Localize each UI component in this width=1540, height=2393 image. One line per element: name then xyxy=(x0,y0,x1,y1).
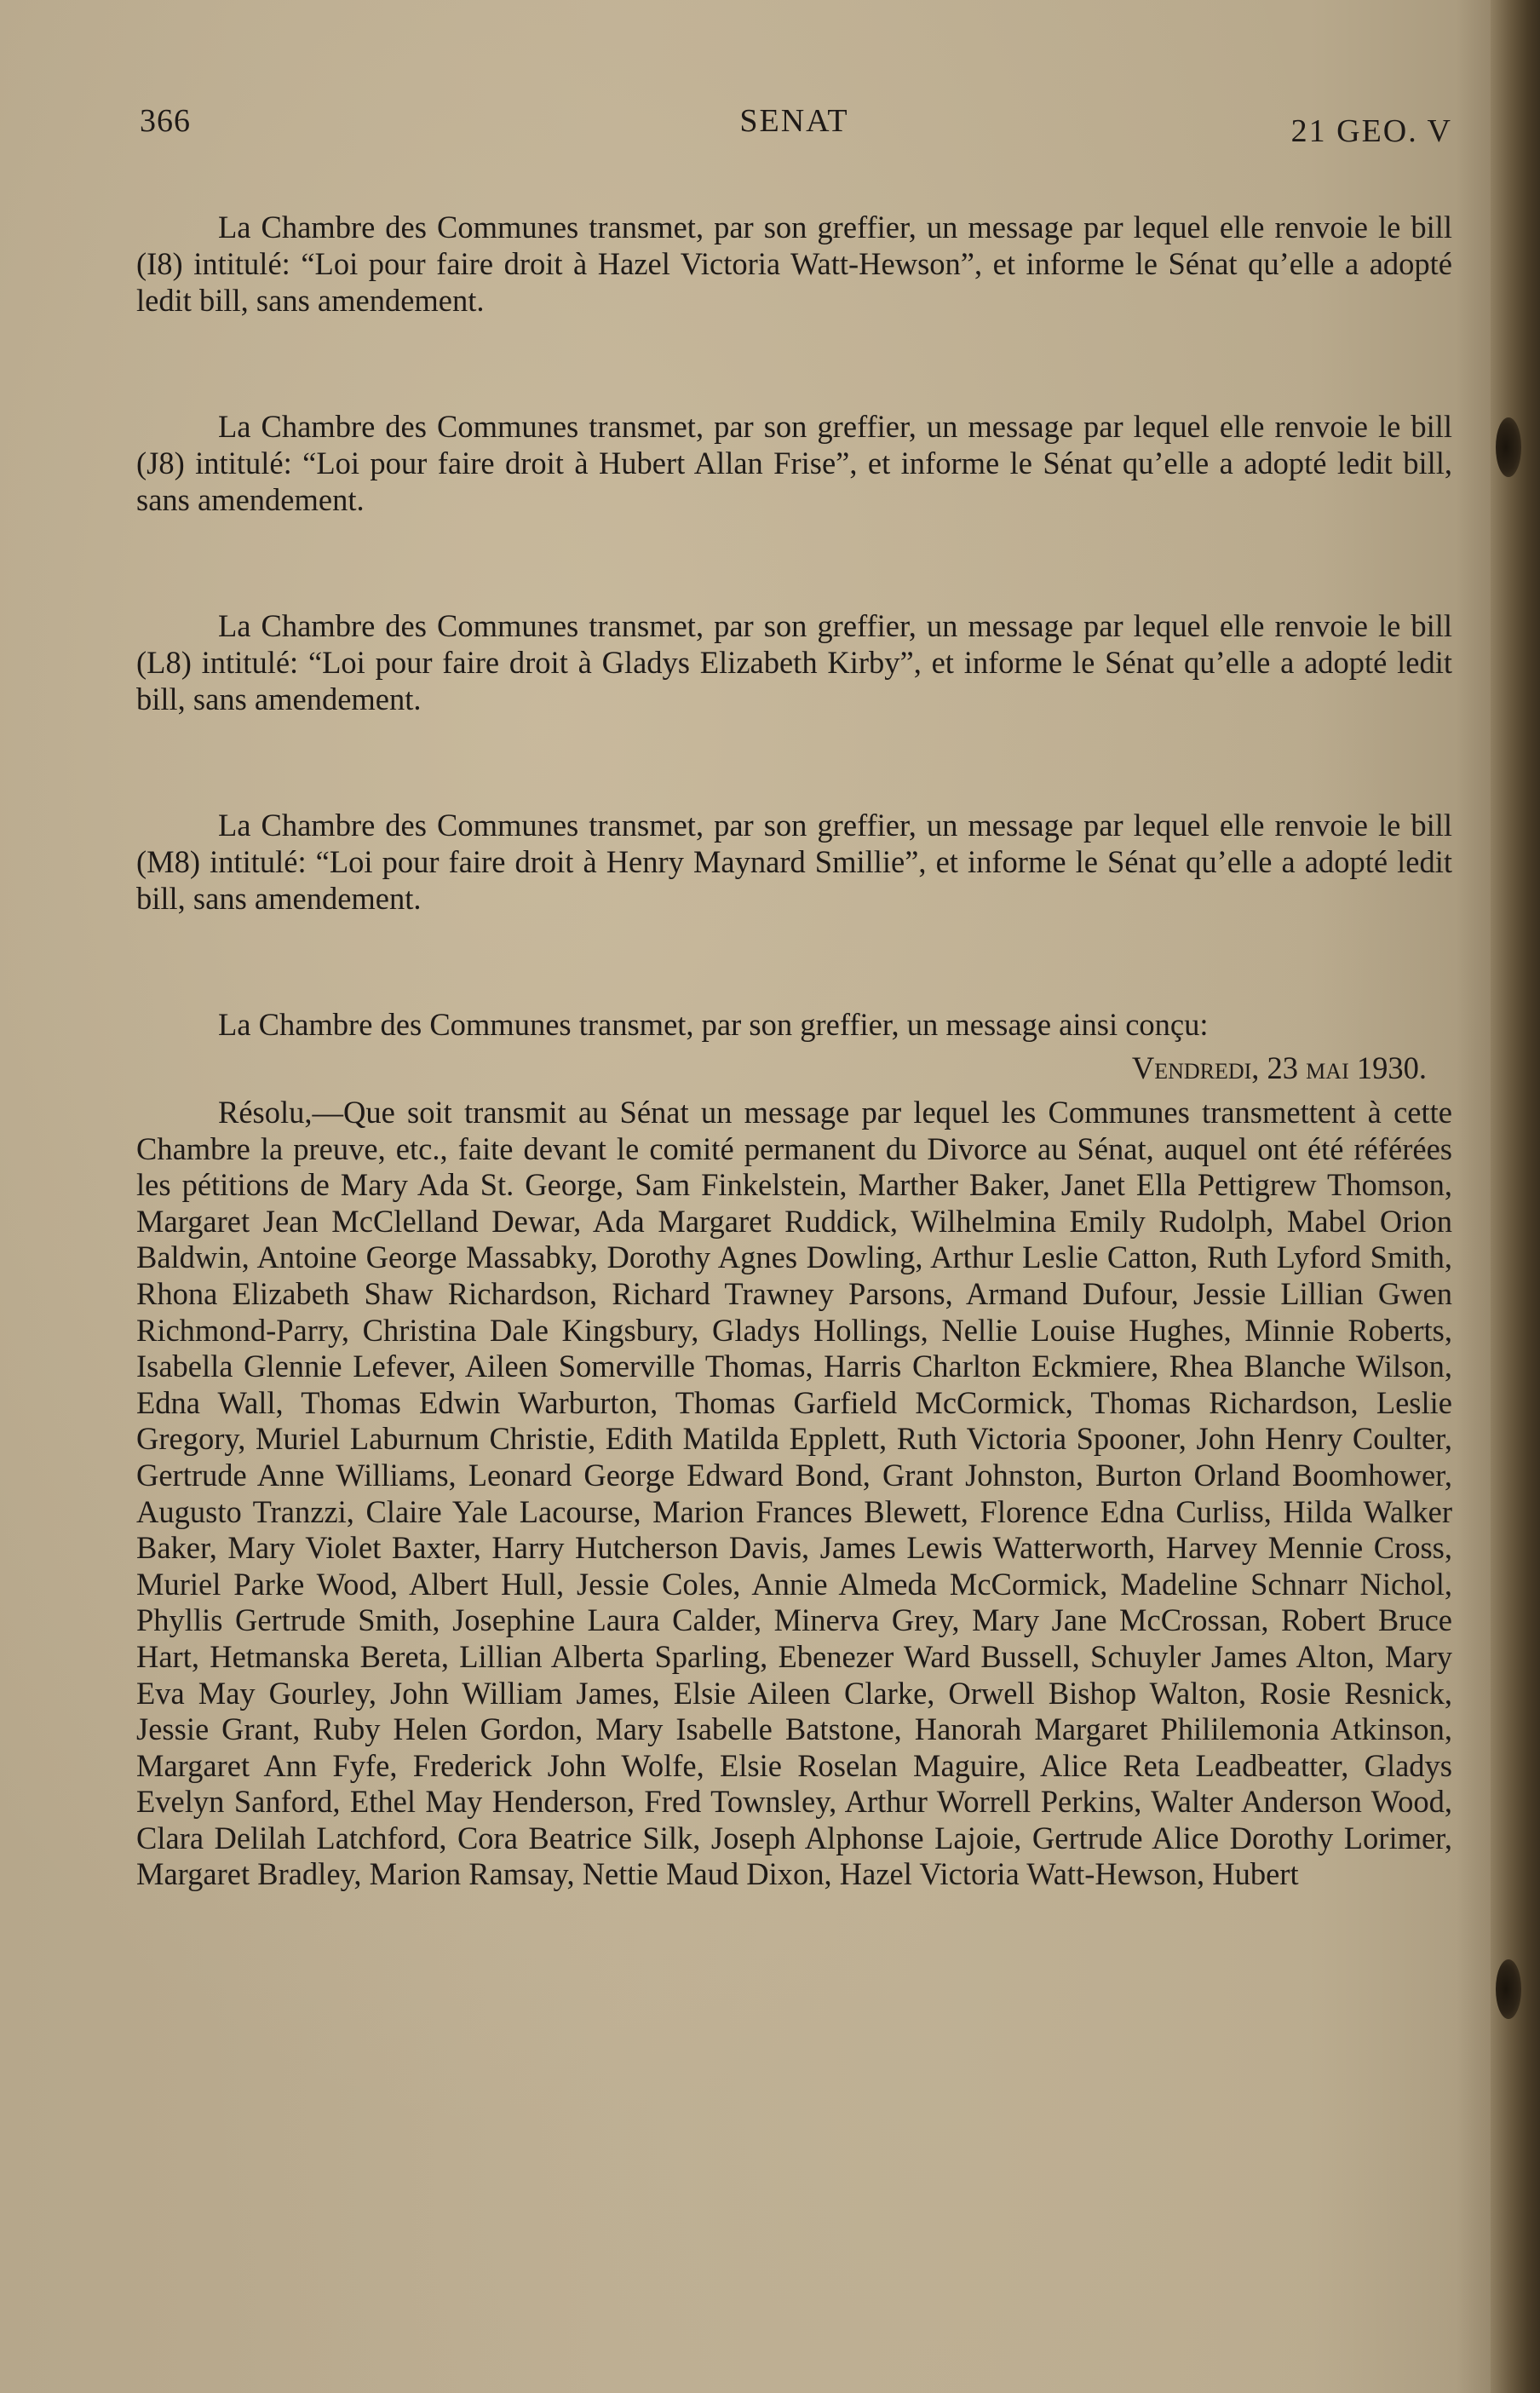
binding-hole-upper xyxy=(1496,417,1521,477)
message-date: Vendredi, 23 mai 1930. xyxy=(1131,1050,1427,1085)
binding-gutter xyxy=(1491,0,1540,2393)
gutter-shadow xyxy=(1457,0,1491,2393)
message-paragraph: La Chambre des Communes transmet, par son greffier, un message par lequel elle renvoie le bill (L8) intitulé: “Loi pour faire droit à Gladys Elizabeth Kirby”, et informe le Sénat qu’elle a adopté ledit bill, sans amendement. xyxy=(136,608,1452,716)
message-paragraph: La Chambre des Communes transmet, par son greffier, un message par lequel elle renvoie le bill (I8) intitulé: “Loi pour faire droit à Hazel Victoria Watt-Hewson”, et informe le Sénat qu’elle a adopté ledit bill, sans amendement. xyxy=(136,210,1452,318)
resolution-text: Résolu,—Que soit transmit au Sénat un message par lequel les Communes transmettent à cette Chambre la preuve, etc., faite devant le comité permanent du Divorce au Sénat, auquel ont été référées les pétitions de Mary Ada St. George, Sam Finkelstein, Marther Baker, Janet Ella Pettigrew Thomson, Margaret Jean McClelland Dewar, Ada Margaret Ruddick, Wilhelmina Emily Rudolph, Mabel Orion Baldwin, Antoine George Massabky, Dorothy Agnes Dowling, Arthur Leslie Catton, Ruth Lyford Smith, Rhona Elizabeth Shaw Richardson, Richard Trawney Parsons, Armand Dufour, Jessie Lillian Gwen Richmond-Parry, Christina Dale Kingsbury, Gladys Hollings, Nellie Louise Hughes, Minnie Roberts, Isabella Glennie Lefever, Aileen Somerville Thomas, Harris Charlton Eckmiere, Rhea Blanche Wilson, Edna Wall, Thomas Edwin Warburton, Thomas Garfield McCormick, Thomas Richardson, Leslie Gregory, Muriel Laburnum Christie, Edith Matilda Epplett, Ruth Victoria Spooner, John Henry Coulter, Gertrude Anne Williams, Leonard George Edward Bond, Grant Johnston, Burton Orland Boomhower, Augusto Tranzzi, Claire Yale Lacourse, Marion Frances Blewett, Florence Edna Curliss, Hilda Walker Baker, Mary Violet Baxter, Harry Hutcherson Davis, James Lewis Watterworth, Harvey Mennie Cross, Muriel Parke Wood, Albert Hull, Jessie Coles, Annie Almeda McCormick, Madeline Schnarr Nichol, Phyllis Gertrude Smith, Josephine Laura Calder, Minerva Grey, Mary Jane McCrossan, Robert Bruce Hart, Hetmanska Bereta, Lillian Alberta Sparling, Ebenezer Ward Bussell, Schuyler James Alton, Mary Eva May Gourley, John William James, Elsie Aileen Clarke, Orwell Bishop Walton, Rosie Resnick, Jessie Grant, Ruby Helen Gordon, Mary Isabelle Batstone, Hanorah Margaret Phililemonia Atkinson, Margaret Ann Fyfe, Frederick John Wolfe, Elsie Roselan Maguire, Alice Reta Leadbeatter, Gladys Evelyn Sanford, Ethel May Henderson, Fred Townsley, Arthur Worrell Perkins, Walter Anderson Wood, Clara Delilah Latchford, Cora Beatrice Silk, Joseph Alphonse Lajoie, Gertrude Alice Dorothy Lorimer, Margaret Bradley, Marion Ramsay, Nettie Maud Dixon, Hazel Victoria Watt-Hewson, Hubert xyxy=(136,1095,1452,1892)
page-header xyxy=(136,102,1452,153)
binding-hole-lower xyxy=(1496,1959,1521,2019)
volume-label: 21 GEO. V xyxy=(1290,113,1452,149)
page-body xyxy=(136,209,1452,1893)
message-paragraph: La Chambre des Communes transmet, par son greffier, un message par lequel elle renvoie le bill (J8) intitulé: “Loi pour faire droit à Hubert Allan Frise”, et informe le Sénat qu’elle a adopté ledit bill, sans amendement. xyxy=(136,409,1452,517)
page-number: 366 xyxy=(140,103,191,139)
message-paragraph: La Chambre des Communes transmet, par son greffier, un message par lequel elle renvoie le bill (M8) intitulé: “Loi pour faire droit à Henry Maynard Smillie”, et informe le Sénat qu’elle a adopté ledit bill, sans amendement. xyxy=(136,808,1452,916)
final-message-intro: La Chambre des Communes transmet, par son greffier, un message ainsi conçu: xyxy=(218,1007,1209,1042)
running-title: SENAT xyxy=(739,103,849,139)
